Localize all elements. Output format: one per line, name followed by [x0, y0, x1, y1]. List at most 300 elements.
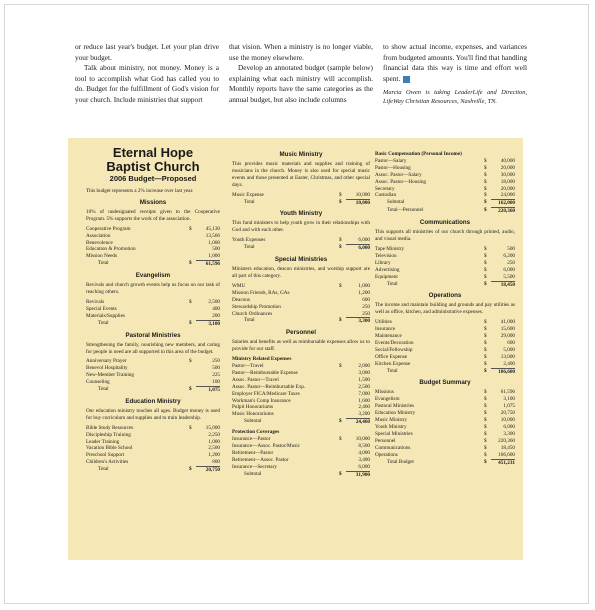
total-row: [375, 281, 515, 289]
budget-section: [86, 332, 220, 394]
line-item-amount: 106,600: [498, 451, 515, 458]
line-item-amount: 20,000: [500, 164, 515, 171]
line-item-amount: 1,000: [208, 239, 220, 246]
currency-sign: [189, 432, 196, 439]
line-item-label: Library: [375, 259, 391, 266]
currency-sign: $: [189, 319, 192, 326]
currency-sign: $: [339, 198, 342, 205]
line-item: [375, 186, 515, 193]
currency-sign: [339, 450, 346, 457]
line-item: [86, 306, 220, 313]
line-item: [86, 459, 220, 466]
total-row: [375, 459, 515, 467]
line-item: [375, 389, 515, 396]
section-heading: Personnel: [286, 329, 316, 337]
line-item-amount: 2,500: [208, 445, 220, 452]
currency-sign: $: [484, 280, 487, 287]
section-description: Strengthening the family, nourishing new members, and caring for people in need are all supported in this area of the budget.: [86, 341, 220, 355]
line-item: [375, 274, 515, 281]
line-item-amount: 250: [362, 310, 370, 317]
currency-sign: $: [484, 207, 487, 214]
line-item-amount: 2,250: [208, 431, 220, 438]
line-item-amount: 3,000: [358, 369, 370, 376]
line-item: [232, 398, 370, 405]
line-item: [375, 192, 515, 199]
line-item-amount: 13,566: [205, 232, 220, 239]
line-item-amount: 24,000: [500, 192, 515, 199]
line-item-amount: 2,460: [358, 404, 370, 411]
church-name-line1: Eternal Hope: [112, 145, 194, 160]
total-row: [232, 471, 370, 479]
line-item-label: Music Expense: [232, 191, 264, 198]
line-item-label: Assoc. Pastor—Housing: [375, 178, 427, 185]
line-item-label: Cooperative Program: [86, 225, 131, 232]
currency-sign: $: [484, 192, 487, 199]
line-item-label: Secretary: [375, 185, 395, 192]
line-item-amount: 6,000: [358, 237, 370, 244]
line-item: [232, 457, 370, 464]
line-item: [86, 445, 220, 452]
line-item-label: Music Honorariums: [232, 411, 274, 418]
line-item: [375, 260, 515, 267]
line-item-label: Total Budget: [387, 458, 414, 465]
line-item: [232, 304, 370, 311]
line-item: [375, 333, 515, 340]
sample-budget-panel: [68, 138, 523, 560]
line-item-amount: 6,200: [503, 252, 515, 259]
currency-sign: $: [189, 298, 192, 305]
end-mark-icon: [403, 76, 410, 83]
line-item-amount: 7,000: [358, 390, 370, 397]
currency-sign: $: [484, 185, 487, 192]
currency-sign: $: [484, 360, 487, 367]
line-item-label: Stewardship Promotion: [232, 303, 281, 310]
line-item-label: Assoc. Pastor—Reimbursable Exp.: [232, 383, 306, 390]
line-item-label: Pastoral Ministries: [375, 403, 415, 410]
intro-column-1: [75, 42, 219, 106]
line-item-amount: 250: [212, 358, 220, 365]
budget-title: 2006 Budget—Proposed: [109, 174, 197, 183]
line-item-label: Insurance—Assoc. Pastor/Music: [232, 443, 301, 449]
line-item-label: Personnel: [375, 437, 396, 444]
currency-sign: $: [189, 358, 192, 365]
line-item-amount: 20,000: [500, 185, 515, 192]
total-row: [86, 386, 220, 394]
currency-sign: $: [339, 470, 342, 477]
intro-column-3: [383, 42, 527, 106]
line-item-amount: 250: [507, 259, 515, 266]
line-item: [232, 237, 370, 244]
subgroup-heading: Ministry Related Expenses: [232, 356, 292, 363]
line-item-label: Pulpit Honorariums: [232, 404, 274, 411]
line-item-amount: 200: [212, 312, 220, 319]
line-item-label: Education & Promotion: [86, 246, 136, 253]
line-item-label: Total: [98, 466, 109, 473]
currency-sign: [189, 246, 196, 253]
line-item-amount: 29,000: [500, 333, 515, 340]
section-description: The income and maintain building and grounds and pay utilities as well as office, kitchen, and administrative expenses.: [375, 302, 515, 316]
line-item-label: Youth Expenses: [232, 237, 266, 244]
section-description: Our education ministry touches all ages. Budget money is used for buy curriculum and supplies and to train leadership.: [86, 407, 220, 421]
currency-sign: [189, 439, 196, 446]
line-item-amount: 41,000: [500, 319, 515, 326]
line-item-label: Education Ministry: [375, 410, 416, 417]
line-item-amount: 45,130: [205, 225, 220, 232]
line-item-amount: 1,000: [208, 253, 220, 260]
line-item-amount: 4,000: [358, 449, 370, 456]
line-item: [86, 253, 220, 260]
line-item-amount: 2,400: [503, 360, 515, 367]
line-item: [86, 425, 220, 432]
line-item-amount: 13,000: [500, 353, 515, 360]
line-item-label: Insurance—Secretary: [232, 463, 277, 470]
budget-column-1: [86, 146, 220, 474]
currency-sign: $: [484, 396, 487, 403]
line-item: [375, 438, 515, 445]
line-item: [232, 404, 370, 411]
currency-sign: $: [484, 199, 487, 206]
line-item: [375, 165, 515, 172]
section-heading: Operations: [428, 292, 462, 300]
line-item-amount: 24,460: [346, 418, 370, 426]
line-item: [375, 445, 515, 452]
currency-sign: $: [484, 319, 487, 326]
line-item-amount: 1,200: [358, 289, 370, 296]
line-item-amount: 5,000: [503, 346, 515, 353]
line-item-amount: 2,500: [358, 383, 370, 390]
budget-section: [375, 292, 515, 375]
currency-sign: [339, 457, 346, 464]
line-item-amount: 220,360: [498, 437, 515, 444]
currency-sign: [339, 370, 346, 377]
line-item-label: Preschool Support: [86, 452, 125, 459]
line-item-amount: 250: [362, 303, 370, 310]
budget-section: [375, 151, 515, 215]
budget-section: [86, 199, 220, 268]
line-item-amount: 800: [212, 459, 220, 466]
line-item-label: Maintenance: [375, 333, 402, 340]
currency-sign: [189, 313, 196, 320]
line-item-label: Evangelism: [375, 396, 400, 403]
line-item-label: Subtotal: [244, 418, 262, 425]
line-item-label: Events/Decoration: [375, 339, 414, 346]
section-heading: Pastoral Ministries: [125, 331, 181, 339]
currency-sign: [339, 384, 346, 391]
line-item: [232, 436, 370, 443]
line-item: [86, 246, 220, 253]
currency-sign: $: [339, 363, 342, 370]
subgroup-heading: Basic Compensation (Personal Income): [375, 151, 462, 157]
currency-sign: $: [484, 410, 487, 417]
line-item-label: Benevolence: [86, 239, 113, 246]
line-item: [86, 299, 220, 306]
line-item-amount: 106,600: [491, 368, 515, 376]
budget-section: [375, 219, 515, 288]
line-item-amount: 1,000: [358, 282, 370, 289]
line-item-amount: 1,500: [358, 376, 370, 383]
column-sections: [86, 199, 220, 474]
line-item-amount: 6,000: [503, 266, 515, 273]
line-item-label: Mission Friends, RAs, GAs: [232, 289, 290, 296]
currency-sign: [339, 377, 346, 384]
currency-sign: $: [484, 346, 487, 353]
currency-sign: $: [484, 389, 487, 396]
line-item-label: Total: [244, 317, 255, 324]
line-item-label: Total: [244, 198, 255, 205]
line-item-amount: 400: [212, 305, 220, 312]
line-item-amount: 1,075: [503, 403, 515, 410]
line-item-amount: 61,596: [196, 260, 220, 268]
budget-section: [232, 329, 370, 478]
author-credit: Marcia Owen is taking LeaderLife and Direction, LifeWay Christian Resources, Nashville, TN.: [383, 89, 527, 105]
line-item: [375, 361, 515, 368]
line-item-label: Bible Study Resources: [86, 424, 134, 431]
line-item-amount: 61,596: [500, 389, 515, 396]
total-row: [232, 199, 370, 207]
line-item-label: Equipment: [375, 273, 398, 280]
section-description: Revivals and church growth events help us focus on our task of reaching others.: [86, 282, 220, 296]
line-item: [375, 347, 515, 354]
line-item-amount: 1,075: [196, 386, 220, 394]
total-row: [375, 207, 515, 215]
line-item-amount: 1,200: [208, 452, 220, 459]
line-item-label: WMU: [232, 282, 246, 289]
line-item-amount: 1,000: [208, 438, 220, 445]
budget-section: [86, 398, 220, 474]
currency-sign: $: [484, 171, 487, 178]
section-heading: Music Ministry: [279, 151, 323, 158]
line-item-label: Anniversary Prayer: [86, 358, 127, 365]
line-item-label: Communications: [375, 444, 411, 451]
line-item: [232, 192, 370, 199]
line-item: [86, 452, 220, 459]
subgroup-heading: Protection Coverages: [232, 429, 280, 436]
line-item-label: Counseling: [86, 379, 110, 386]
currency-sign: $: [484, 157, 487, 164]
currency-sign: [189, 379, 196, 386]
line-item: [86, 358, 220, 365]
line-item-label: Employer FICA/Medicare Taxes: [232, 390, 300, 397]
total-row: [232, 418, 370, 426]
currency-sign: $: [484, 367, 487, 374]
line-item-label: Subtotal: [387, 199, 405, 206]
budget-column-2: [232, 147, 370, 479]
line-item-amount: 15,600: [500, 326, 515, 333]
currency-sign: $: [484, 339, 487, 346]
line-item-label: Total: [387, 367, 398, 374]
currency-sign: [189, 452, 196, 459]
line-item-label: Social/Fellowship: [375, 346, 413, 353]
currency-sign: $: [484, 444, 487, 451]
line-item-label: Television: [375, 252, 397, 259]
line-item-label: Insurance—Pastor: [232, 436, 271, 443]
line-item-label: Discipleship Training: [86, 431, 131, 438]
budget-section: [86, 272, 220, 327]
line-item-amount: 100: [212, 379, 220, 386]
line-item: [375, 354, 515, 361]
currency-sign: $: [484, 273, 487, 280]
total-row: [375, 199, 515, 207]
currency-sign: $: [189, 466, 192, 473]
line-item-label: Youth Ministry: [375, 424, 407, 430]
line-item-amount: 162,000: [491, 199, 515, 207]
budget-column-3: [375, 148, 515, 466]
line-item-amount: 3,300: [346, 317, 370, 325]
line-item-amount: 6,000: [503, 424, 515, 430]
line-item-label: Pastor—Travel: [232, 363, 264, 370]
line-item: [375, 172, 515, 179]
line-item-label: New-Member Training: [86, 372, 134, 379]
currency-sign: [189, 240, 196, 247]
line-item-label: Pastor—Reimbursable Expense: [232, 369, 298, 376]
line-item-label: Association: [86, 232, 111, 239]
line-item: [86, 226, 220, 233]
currency-sign: [339, 398, 346, 405]
column-sections: [375, 151, 515, 466]
section-heading: Budget Summary: [419, 379, 471, 387]
column-sections: [232, 151, 370, 479]
currency-sign: [339, 304, 346, 311]
budget-section: [232, 256, 370, 325]
currency-sign: [189, 445, 196, 452]
line-item-label: Mission Needs: [86, 253, 117, 260]
line-item-amount: 18,450: [500, 444, 515, 451]
section-heading: Evangelism: [135, 272, 171, 280]
section-description: Salaries and benefits as well as reimbursable expenses allow us to provide for our staff.: [232, 339, 370, 353]
currency-sign: [339, 404, 346, 411]
currency-sign: [339, 464, 346, 471]
currency-sign: $: [339, 191, 342, 198]
line-item-label: Assoc. Pastor—Salary: [375, 171, 422, 178]
line-item-label: Total: [244, 244, 255, 251]
intro-paragraph: or reduce last year's budget. Let your plan drive your budget.: [75, 42, 219, 62]
currency-sign: $: [339, 418, 342, 425]
line-item: [375, 326, 515, 333]
line-item-label: Missions: [375, 389, 394, 396]
line-item-label: Retirement—Pastor: [232, 449, 274, 456]
line-item-label: Deacons: [232, 296, 250, 303]
line-item-amount: 3,200: [358, 411, 370, 418]
line-item: [86, 372, 220, 379]
line-item: [86, 313, 220, 320]
section-heading: Missions: [139, 198, 167, 206]
currency-sign: $: [484, 437, 487, 444]
line-item: [375, 403, 515, 410]
currency-sign: $: [484, 353, 487, 360]
line-item-amount: 15,000: [205, 424, 220, 431]
total-row: [86, 260, 220, 268]
line-item: [375, 253, 515, 260]
line-item-amount: 2,500: [208, 298, 220, 305]
currency-sign: [339, 391, 346, 398]
line-item: [232, 450, 370, 457]
line-item-amount: 18,000: [500, 178, 515, 185]
section-description: This fund ministers to help youth grow in their relationships with God and with each other.: [232, 220, 370, 234]
total-row: [232, 317, 370, 325]
line-item-amount: 5,500: [503, 273, 515, 280]
line-item: [232, 464, 370, 471]
section-description: This supports all ministries of our church through printed, audio, and visual media.: [375, 229, 515, 243]
currency-sign: $: [189, 386, 192, 393]
line-item-label: Revivals: [86, 298, 105, 305]
line-item-label: Pastor—Salary: [375, 157, 407, 164]
currency-sign: $: [484, 252, 487, 259]
currency-sign: $: [339, 436, 342, 443]
line-item: [232, 377, 370, 384]
section-description: Ministers education, deacon ministries, and worship support are all part of this category.: [232, 266, 370, 279]
line-item: [232, 384, 370, 391]
section-heading: Special Ministries: [274, 256, 328, 264]
line-item-label: Assoc. Pastor—Travel: [232, 376, 279, 383]
currency-sign: [189, 372, 196, 379]
currency-sign: $: [484, 266, 487, 273]
line-item: [375, 396, 515, 403]
intro-paragraph: to show actual income, expenses, and variances from budgeted amounts. You'll find that handling financial data this way is time and effort well spent.: [383, 42, 527, 83]
currency-sign: $: [484, 430, 487, 437]
line-item-label: Total: [387, 280, 398, 287]
line-item: [375, 319, 515, 326]
line-item-amount: 1,600: [358, 397, 370, 404]
line-item-amount: 220,360: [491, 207, 515, 215]
total-row: [86, 466, 220, 474]
line-item-label: Total: [98, 386, 109, 393]
line-item: [232, 311, 370, 318]
line-item-amount: 3,100: [503, 396, 515, 403]
total-row: [232, 244, 370, 252]
section-heading: Youth Ministry: [279, 210, 323, 218]
line-item-amount: 6,000: [346, 244, 370, 252]
line-item-amount: 6,000: [358, 463, 370, 470]
currency-sign: $: [484, 164, 487, 171]
currency-sign: $: [484, 451, 487, 458]
currency-sign: $: [484, 259, 487, 266]
line-item-label: Materials/Supplies: [86, 312, 125, 319]
line-item-amount: 600: [362, 296, 370, 303]
line-item-label: Kitchen Expense: [375, 360, 411, 367]
currency-sign: [339, 297, 346, 304]
line-item-label: Church Ordinances: [232, 310, 273, 317]
currency-sign: $: [484, 424, 487, 430]
line-item: [375, 246, 515, 253]
line-item-label: Operations: [375, 451, 398, 458]
line-item-label: Children's Activities: [86, 459, 129, 466]
budget-note: This budget represents a 2% increase over last year.: [86, 188, 194, 194]
line-item: [375, 417, 515, 424]
line-item-label: Special Events: [86, 305, 117, 312]
line-item-amount: 225: [212, 372, 220, 379]
line-item: [375, 452, 515, 459]
line-item: [375, 158, 515, 165]
currency-sign: $: [484, 458, 487, 465]
line-item: [232, 297, 370, 304]
currency-sign: $: [339, 317, 342, 324]
currency-sign: $: [339, 282, 342, 289]
line-item-label: Custodian: [375, 192, 397, 199]
line-item: [375, 410, 515, 417]
line-item-amount: 500: [212, 365, 220, 372]
currency-sign: $: [484, 417, 487, 424]
line-item-label: Subtotal: [244, 470, 262, 477]
intro-paragraph: Talk about ministry, not money. Money is a tool to accomplish what God has called you to do. Budget for the fulfillment of God's vision for your church. Include ministries that support: [75, 63, 219, 104]
line-item: [232, 391, 370, 398]
line-item: [375, 267, 515, 274]
line-item: [375, 424, 515, 431]
line-item-amount: 600: [507, 339, 515, 346]
line-item-amount: 500: [507, 245, 515, 252]
currency-sign: $: [484, 333, 487, 340]
currency-sign: [189, 233, 196, 240]
line-item: [232, 283, 370, 290]
